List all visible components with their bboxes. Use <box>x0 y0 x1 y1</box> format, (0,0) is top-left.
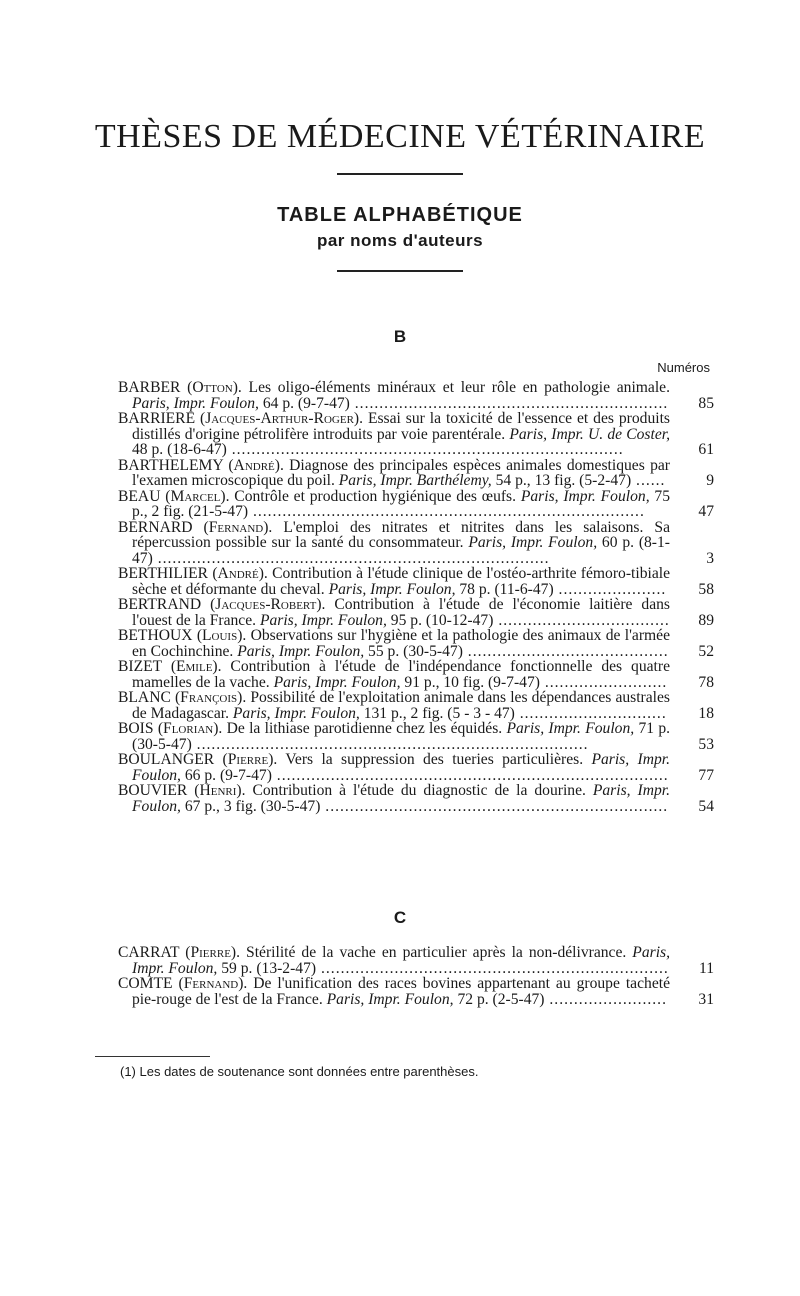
entry-list-c <box>118 945 714 1007</box>
author-given-name: (Henri). <box>194 782 246 799</box>
publisher-place: Paris, Impr. Foulon, <box>506 720 635 737</box>
thesis-entry <box>118 628 714 659</box>
thesis-entry <box>118 411 714 458</box>
publisher-place: Paris, Impr. Foulon, <box>132 394 259 412</box>
author-surname: BOUVIER <box>118 782 188 799</box>
thesis-number: 61 <box>698 441 714 458</box>
publisher-place: Paris, Impr. Foulon, <box>468 534 598 551</box>
publisher-place: Paris, Impr. Barthélemy, <box>338 472 492 489</box>
author-given-name: (Fernand). <box>178 975 248 992</box>
author-surname: COMTE <box>118 975 173 992</box>
publisher-place: Paris, Impr. Foulon, <box>520 487 650 505</box>
thesis-details: 59 p. (13-2-47) <box>217 959 317 977</box>
author-given-name: (Fernand). <box>203 518 273 536</box>
thesis-details: 48 p. (18-6-47) <box>132 441 227 458</box>
thesis-number: 53 <box>698 735 714 753</box>
publisher-place: Paris, Impr. Foulon, <box>132 751 670 784</box>
thesis-title: De l'unification des races bovines appartenant au groupe tacheté pie-rouge de l'est de la France. <box>132 975 670 1008</box>
author-given-name: (Emile). <box>170 658 222 675</box>
subtitle-line-1: TABLE ALPHABÉTIQUE <box>277 204 523 226</box>
leader-dots: ......................................... <box>462 642 669 660</box>
thesis-number: 89 <box>698 611 714 629</box>
thesis-entry <box>118 520 714 567</box>
author-given-name: (André). <box>212 565 268 582</box>
thesis-details: 67 p., 3 fig. (30-5-47) <box>180 797 321 815</box>
footnote-rule <box>95 1056 210 1057</box>
thesis-title: Vers la suppression des tueries particulières. <box>277 751 592 768</box>
thesis-details: 54 p., 13 fig. (5-2-47) <box>491 472 632 489</box>
author-surname: BETHOUX <box>118 627 193 644</box>
thesis-details: 60 p. (8-1-47) <box>132 534 670 567</box>
thesis-title: Stérilité de la vache en particulier après la non-délivrance. <box>240 944 633 961</box>
leader-dots: ...................... <box>553 580 667 598</box>
author-given-name: (Otton). <box>187 379 242 396</box>
thesis-number: 11 <box>698 959 714 977</box>
thesis-details: 95 p. (10-12-47) <box>386 611 494 629</box>
thesis-title: De la lithiase parotidienne chez les équidés. <box>222 720 507 737</box>
publisher-place: Paris, Impr. Foulon, <box>259 611 387 629</box>
subtitle-rule <box>337 270 463 272</box>
thesis-title: Contribution à l'étude clinique de l'ostéo-arthrite fémoro-tibiale sèche et déformante du cheval. <box>132 565 670 598</box>
title-rule <box>337 173 463 175</box>
thesis-title: Observations sur l'hygiène et la pathologie des animaux de l'armée en Cochinchine. <box>132 627 670 660</box>
leader-dots: ................................................................................ <box>191 735 589 753</box>
author-given-name: (Louis). <box>196 627 247 644</box>
thesis-entry <box>118 458 714 489</box>
thesis-title: Diagnose des principales espèces animales domestiques par l'examen microscopique du poil. <box>132 456 670 489</box>
publisher-place: Paris, Impr. Foulon, <box>232 704 360 722</box>
publisher-place: Paris, Impr. Foulon, <box>132 782 670 815</box>
thesis-entry <box>118 659 714 690</box>
publisher-place: Paris, Impr. Foulon, <box>326 990 454 1008</box>
thesis-title: Contrôle et production hygiénique des œufs. <box>229 487 521 505</box>
thesis-details: 55 p. (30-5-47) <box>364 642 463 660</box>
leader-dots: ...................................................................... <box>320 797 669 815</box>
leader-dots: ................................... <box>493 611 670 629</box>
section-letter-b: B <box>393 327 407 346</box>
leader-dots: ................................................................................ <box>248 503 645 520</box>
thesis-entry <box>118 597 714 628</box>
subtitle-line-2: par noms d'auteurs <box>316 231 484 250</box>
publisher-place: Paris, Impr. Foulon, <box>237 642 365 660</box>
leader-dots: ................................................................................ <box>271 766 669 784</box>
column-heading-numbers: Numéros <box>657 360 710 375</box>
leader-dots: ................................................................................ <box>226 441 624 458</box>
leader-dots: ....................................................................... <box>316 959 669 977</box>
publisher-place: Paris, Impr. Foulon, <box>132 944 670 977</box>
author-surname: BOIS <box>118 720 154 737</box>
thesis-title: Les oligo-éléments minéraux et leur rôle en pathologie animale. <box>241 379 670 396</box>
thesis-title: Contribution à l'étude du diagnostic de la dourine. <box>245 782 593 799</box>
leader-dots: ...... <box>631 472 666 489</box>
author-surname: BARBER <box>118 379 181 396</box>
leader-dots: ................................................................................ <box>152 549 550 567</box>
author-surname: BEAU <box>118 487 161 505</box>
leader-dots: .............................. <box>514 704 667 722</box>
thesis-number: 31 <box>698 990 714 1008</box>
thesis-entry <box>118 945 714 976</box>
thesis-number: 52 <box>698 642 714 660</box>
thesis-entry <box>118 976 714 1007</box>
leader-dots: ........................ <box>544 990 667 1008</box>
author-surname: BIZET <box>118 658 162 675</box>
author-given-name: (Marcel). <box>165 487 230 505</box>
thesis-number: 54 <box>698 797 714 815</box>
thesis-number: 58 <box>698 580 714 598</box>
author-given-name: (Pierre). <box>222 751 278 768</box>
publisher-place: Paris, Impr. U. de Coster, <box>509 425 670 443</box>
thesis-title: Possibilité de l'exploitation animale dans les dépendances australes de Madagascar. <box>132 689 670 722</box>
thesis-details: 64 p. (9-7-47) <box>258 394 350 412</box>
thesis-entry <box>118 489 714 520</box>
leader-dots: ......................... <box>539 673 668 691</box>
entry-list-b <box>118 380 714 814</box>
thesis-entry <box>118 380 714 411</box>
author-given-name: (Pierre). <box>185 944 241 961</box>
author-surname: BERTHILIER <box>118 565 209 582</box>
footnote: (1) Les dates de soutenance sont données entre parenthèses. <box>120 1064 479 1079</box>
author-surname: CARRAT <box>118 944 180 961</box>
thesis-details: 131 p., 2 fig. (5 - 3 - 47) <box>359 704 515 722</box>
leader-dots: ................................................................ <box>349 394 669 412</box>
thesis-details: 78 p. (11-6-47) <box>455 580 554 598</box>
author-given-name: (Jacques-Arthur-Roger). <box>200 410 364 427</box>
publisher-place: Paris, Impr. Foulon, <box>328 580 456 598</box>
thesis-details: 75 p., 2 fig. (21-5-47) <box>132 487 670 520</box>
thesis-number: 3 <box>706 549 714 567</box>
thesis-details: 91 p., 10 fig. (9-7-47) <box>400 673 540 691</box>
thesis-entry <box>118 566 714 597</box>
author-surname: BERNARD <box>118 518 193 536</box>
thesis-entry <box>118 752 714 783</box>
thesis-number: 47 <box>698 503 714 520</box>
thesis-details: 71 p. (30-5-47) <box>132 720 671 753</box>
thesis-number: 9 <box>706 472 714 489</box>
thesis-number: 18 <box>698 704 714 722</box>
author-surname: BLANC <box>118 689 171 706</box>
thesis-title: Contribution à l'étude de l'indépendance fonctionnelle des quatre mamelles de la vache. <box>132 658 670 691</box>
thesis-number: 85 <box>698 394 714 412</box>
thesis-entry <box>118 783 714 814</box>
author-given-name: (Jacques-Robert). <box>210 596 326 613</box>
author-surname: BERTRAND <box>118 596 202 613</box>
author-given-name: (André). <box>228 456 284 474</box>
thesis-title: Essai sur la toxicité de l'essence et des produits distillés d'origine pétrolifère introduits par voie parentérale. <box>132 410 670 443</box>
author-surname: BARRIERE <box>118 410 196 427</box>
author-given-name: (Florian). <box>157 720 223 737</box>
thesis-title: L'emploi des nitrates et nitrites dans les salaisons. Sa répercussion possible sur la santé du consommateur. <box>132 518 670 551</box>
page-title: THÈSES DE MÉDECINE VÉTÉRINAIRE <box>94 118 706 155</box>
author-given-name: (François). <box>174 689 247 706</box>
thesis-number: 77 <box>698 766 714 784</box>
author-surname: BARTHELEMY <box>118 456 224 474</box>
section-letter-c: C <box>393 908 407 927</box>
publisher-place: Paris, Impr. Foulon, <box>273 673 401 691</box>
thesis-number: 78 <box>698 673 714 691</box>
thesis-title: Contribution à l'étude de l'économie laitière dans l'ouest de la France. <box>132 596 670 629</box>
thesis-entry <box>118 721 714 752</box>
thesis-details: 66 p. (9-7-47) <box>180 766 272 784</box>
author-surname: BOULANGER <box>118 751 215 768</box>
thesis-entry <box>118 690 714 721</box>
thesis-details: 72 p. (2-5-47) <box>453 990 545 1008</box>
